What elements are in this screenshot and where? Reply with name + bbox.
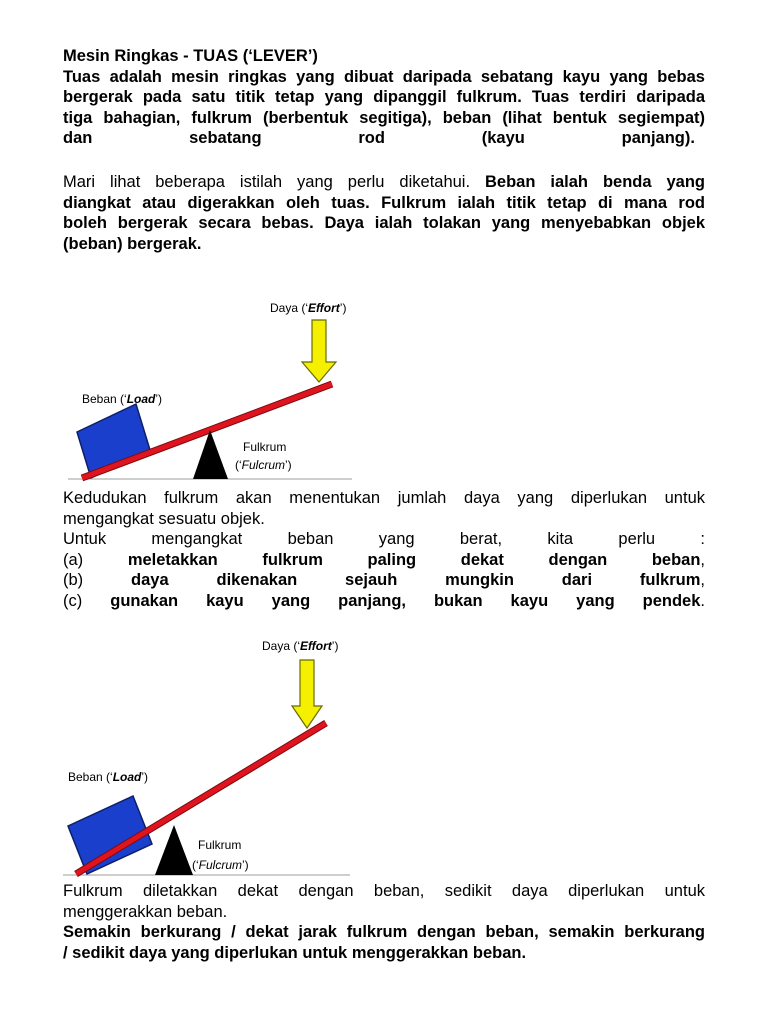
terms-line-2: diangkat atau digerakkan oleh tuas. Fulkrum ialah titik tetap di mana rod (63, 193, 705, 212)
load-label: Beban (‘Load’) (68, 770, 149, 784)
terms-line-3: boleh bergerak secara bebas. Daya ialah tolakan yang menyebabkan objek (63, 214, 705, 233)
intro-line-1: Tuas adalah mesin ringkas yang dibuat daripada sebatang kayu yang bebas (63, 67, 705, 86)
conclusion-line-1: Fulkrum diletakkan dekat dengan beban, sedikit daya diperlukan untuk (63, 882, 705, 900)
intro-line-4 (63, 128, 695, 149)
fulcrum-triangle (155, 825, 193, 875)
fulcrum-label: Fulkrum (198, 838, 242, 852)
intro-line-4-word: dan (63, 129, 93, 148)
effort-arrow (292, 660, 322, 728)
load-label: Beban (‘Load’) (82, 392, 163, 406)
explain-line-3: Untuk mengangkat beban yang berat, kita perlu : (63, 530, 705, 549)
conclusion-line-2: menggerakkan beban. (63, 902, 228, 921)
effort-arrow (302, 320, 336, 382)
intro-paragraph (63, 46, 705, 149)
intro-line-3: tiga bahagian, fulkrum (berbentuk segitiga), beban (lihat bentuk segiempat) (63, 108, 705, 127)
intro-line-4-word: rod (358, 129, 385, 148)
doc-title: Mesin Ringkas - TUAS (‘LEVER’) (63, 47, 318, 65)
explain-paragraph (63, 488, 705, 612)
explain-line-1: Kedudukan fulkrum akan menentukan jumlah daya yang diperlukan untuk (63, 489, 705, 507)
intro-line-4-word: (kayu (481, 129, 525, 148)
terms-paragraph (63, 172, 705, 254)
lever-diagram-2 (0, 630, 768, 880)
list-item-c: (c) gunakan kayu yang panjang, bukan kayu yang pendek. (63, 591, 705, 610)
intro-line-4-word: panjang). (621, 129, 695, 148)
lever-diagram-1 (0, 290, 768, 490)
list-item-a: (a) meletakkan fulkrum paling dekat dengan beban, (63, 550, 706, 569)
list-item-b: (b) daya dikenakan sejauh mungkin dari fulkrum, (63, 571, 705, 590)
intro-line-2: bergerak pada satu titik tetap yang dipanggil fulkrum. Tuas terdiri daripada (63, 88, 705, 107)
conclusion-bold-2: / sedikit daya yang diperlukan untuk menggerakkan beban. (63, 943, 527, 962)
effort-label: Daya (‘Effort’) (270, 301, 347, 315)
conclusion-bold-1: Semakin berkurang / dekat jarak fulkrum dengan beban, semakin berkurang (63, 923, 705, 942)
terms-line-4: (beban) bergerak. (63, 234, 202, 253)
fulcrum-label: Fulkrum (243, 440, 287, 454)
intro-line-4-word: sebatang (189, 129, 262, 148)
effort-label: Daya (‘Effort’) (262, 639, 339, 653)
fulcrum-sub-label: (‘Fulcrum’) (192, 858, 249, 872)
conclusion-paragraph (63, 881, 705, 963)
explain-line-2: mengangkat sesuatu objek. (63, 509, 265, 528)
terms-line-1: Mari lihat beberapa istilah yang perlu diketahui. Beban ialah benda yang (63, 173, 705, 191)
fulcrum-sub-label: (‘Fulcrum’) (235, 458, 292, 472)
